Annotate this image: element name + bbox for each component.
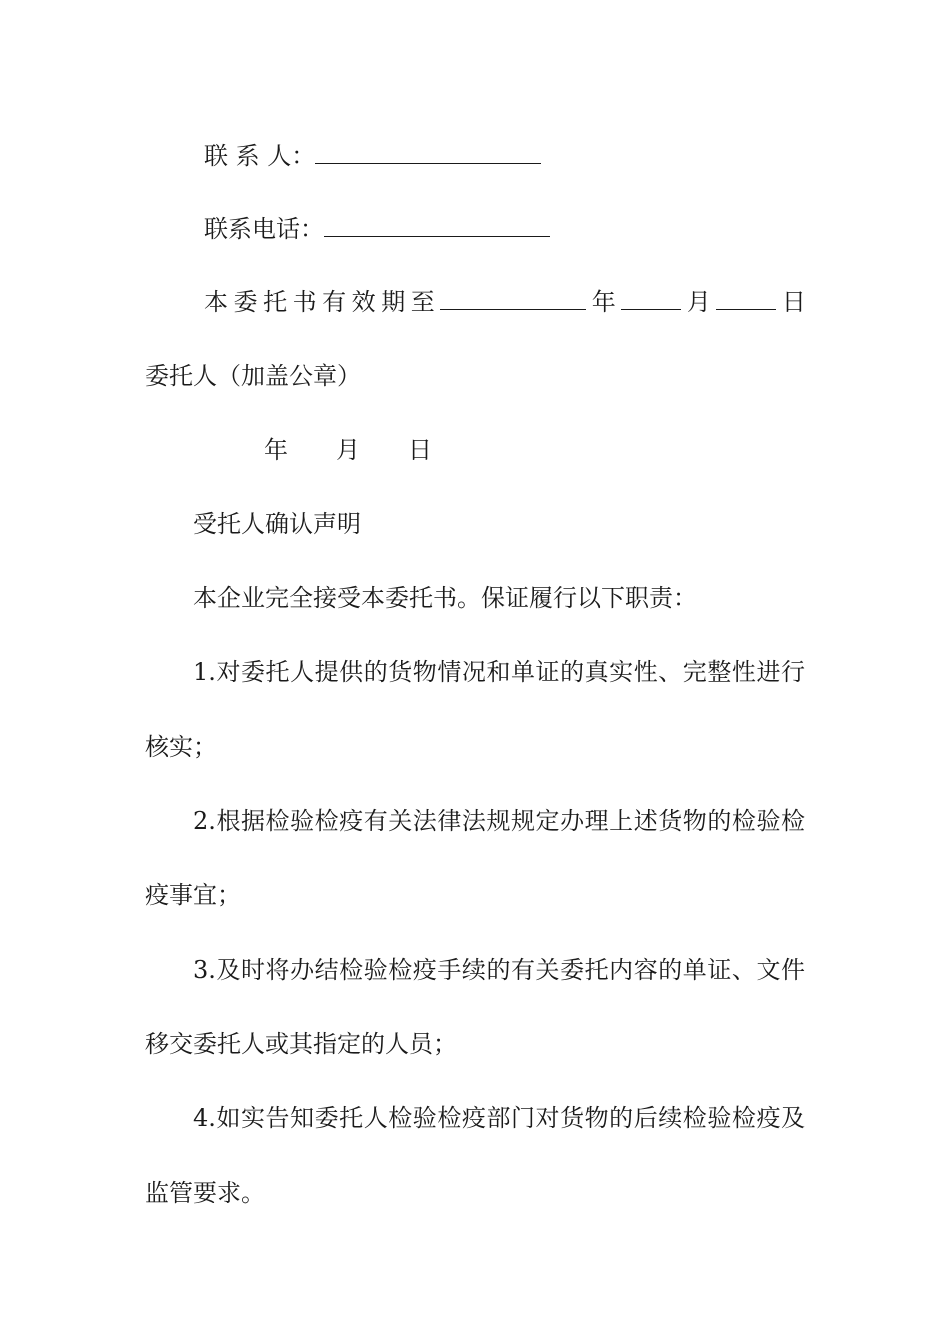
duty-item-2-continuation: 疫事宜；	[145, 881, 241, 909]
validity-char: 托	[263, 288, 288, 316]
date-month-label: 月	[336, 436, 360, 464]
validity-char: 至	[410, 288, 435, 316]
validity-day-blank[interactable]	[716, 287, 776, 310]
duty-item-4-line: 4.如实告知委托人检验检疫部门对货物的后续检验检疫及	[193, 1104, 805, 1132]
date-day-label: 日	[408, 436, 432, 464]
date-row	[0, 436, 950, 464]
validity-day-label: 日	[781, 288, 806, 316]
validity-char: 效	[351, 288, 376, 316]
agent-intro: 本企业完全接受本委托书。保证履行以下职责：	[193, 584, 697, 612]
duty-item-2-line: 2.根据检验检疫有关法律法规规定办理上述货物的检验检	[193, 807, 805, 835]
validity-month-label: 月	[686, 288, 711, 316]
contact-phone-blank[interactable]	[324, 214, 550, 237]
contact-person-row	[204, 141, 541, 170]
duty-item-1-continuation: 核实；	[145, 733, 217, 761]
validity-year-label: 年	[591, 288, 616, 316]
contact-phone-row	[204, 214, 550, 243]
duty-item-1-line: 1.对委托人提供的货物情况和单证的真实性、完整性进行	[193, 658, 805, 686]
contact-person-blank[interactable]	[315, 141, 541, 164]
duty-item-3-line: 3.及时将办结检验检疫手续的有关委托内容的单证、文件	[193, 956, 805, 984]
date-year-label: 年	[264, 436, 288, 464]
contact-person-label: 联 系 人：	[204, 142, 316, 170]
validity-char: 委	[233, 288, 258, 316]
duty-item-3-continuation: 移交委托人或其指定的人员；	[145, 1030, 457, 1058]
validity-row	[204, 287, 806, 316]
validity-char: 期	[381, 288, 406, 316]
validity-month-blank[interactable]	[621, 287, 681, 310]
validity-char: 本	[204, 288, 228, 316]
agent-statement-title: 受托人确认声明	[193, 510, 361, 538]
validity-char: 有	[322, 288, 347, 316]
validity-char: 书	[292, 288, 317, 316]
contact-phone-label: 联系电话：	[204, 215, 324, 243]
principal-seal-label: 委托人（加盖公章）	[145, 362, 361, 390]
duty-item-4-continuation: 监管要求。	[145, 1179, 265, 1207]
validity-year-blank[interactable]	[440, 287, 586, 310]
